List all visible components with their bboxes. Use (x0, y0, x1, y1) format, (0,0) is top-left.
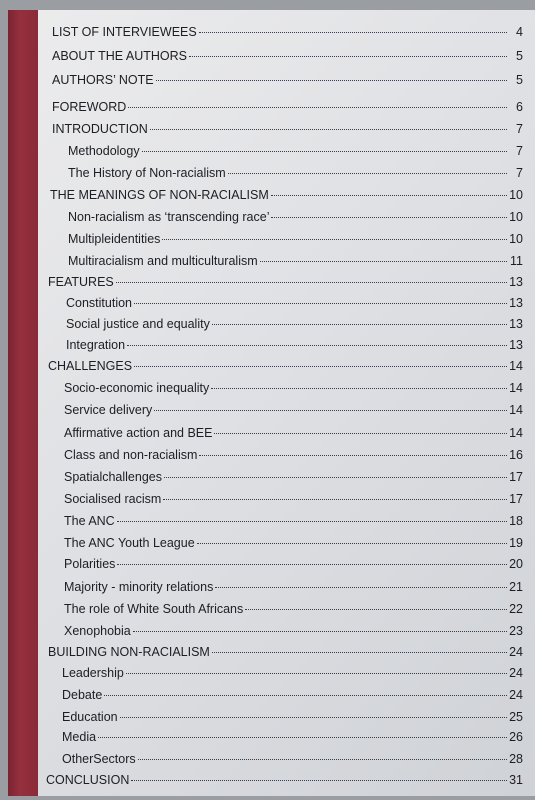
toc-entry-title: Polarities (64, 557, 116, 571)
dot-leader (189, 56, 507, 57)
dot-leader (120, 717, 507, 718)
toc-entry-page: 16 (509, 448, 523, 462)
toc-entry-title: BUILDING NON-RACIALISM (48, 645, 210, 659)
toc-entry-title: Service delivery (64, 403, 153, 417)
toc-entry (68, 209, 523, 225)
toc-entry-title: FEATURES (48, 275, 114, 289)
dot-leader (245, 609, 507, 610)
toc-entry-title: Xenophobia (64, 624, 131, 638)
toc-entry-page: 18 (509, 514, 523, 528)
toc-entry-title: OtherSectors (62, 752, 136, 766)
toc-entry (64, 601, 523, 617)
toc-entry-page: 10 (509, 188, 523, 202)
toc-entry-title: Non-racialism as ‘transcending race’ (68, 210, 270, 224)
dot-leader (163, 499, 507, 500)
dot-leader (126, 673, 507, 674)
toc-entry-title: The role of White South Africans (64, 602, 244, 616)
toc-entry-page: 28 (509, 752, 523, 766)
dot-leader (197, 543, 507, 544)
dot-leader (131, 780, 507, 781)
dot-leader (116, 282, 507, 283)
toc-entry (52, 72, 523, 88)
dot-leader (214, 433, 507, 434)
toc-entry (68, 165, 523, 181)
toc-entry (64, 535, 523, 551)
toc-entry (52, 48, 523, 64)
toc-entry-title: Constitution (66, 296, 133, 310)
dot-leader (128, 107, 507, 108)
toc-entry-title: FOREWORD (52, 100, 127, 114)
toc-entry (64, 447, 523, 463)
toc-entry (52, 121, 523, 137)
toc-entry-page: 14 (509, 381, 523, 395)
toc-entry (48, 644, 523, 660)
toc-entry-page: 17 (509, 470, 523, 484)
toc-entry-page: 21 (509, 580, 523, 594)
dot-leader (134, 366, 507, 367)
toc-entry (50, 187, 523, 203)
dot-leader (134, 303, 507, 304)
toc-entry-page: 24 (509, 666, 523, 680)
toc-entry-page: 14 (509, 426, 523, 440)
toc-entry-page: 14 (509, 359, 523, 373)
toc-entry-page: 20 (509, 557, 523, 571)
toc-entry (66, 295, 523, 311)
toc-entry-title: Affirmative action and BEE (64, 426, 213, 440)
toc-entry-title: Multipleidentities (68, 232, 161, 246)
toc-entry (62, 729, 523, 745)
toc-entry (62, 665, 523, 681)
toc-entry (64, 513, 523, 529)
toc-entry-title: Leadership (62, 666, 124, 680)
toc-entry-page: 31 (509, 773, 523, 787)
toc-entry-page: 10 (509, 232, 523, 246)
table-of-contents (38, 10, 535, 796)
toc-entry-page: 17 (509, 492, 523, 506)
toc-entry (64, 425, 523, 441)
dot-leader (150, 129, 507, 130)
toc-entry-title: THE MEANINGS OF NON-RACIALISM (50, 188, 269, 202)
toc-entry (64, 380, 523, 396)
toc-entry-title: The ANC Youth League (64, 536, 195, 550)
toc-entry-page: 25 (509, 710, 523, 724)
toc-entry-title: LIST OF INTERVIEWEES (52, 25, 197, 39)
toc-entry-title: ABOUT THE AUTHORS (52, 49, 187, 63)
toc-entry-page: 11 (510, 254, 523, 268)
toc-entry (64, 579, 523, 595)
toc-entry-page: 13 (509, 296, 523, 310)
toc-entry-title: Spatialchallenges (64, 470, 162, 484)
toc-entry (68, 231, 523, 247)
toc-entry (62, 709, 523, 725)
toc-entry (64, 623, 523, 639)
dot-leader (212, 652, 507, 653)
toc-entry-page: 6 (516, 100, 523, 114)
toc-entry (62, 751, 523, 767)
toc-entry (52, 24, 523, 40)
toc-entry-page: 23 (509, 624, 523, 638)
toc-entry (46, 772, 523, 788)
toc-entry-page: 13 (509, 317, 523, 331)
toc-entry (68, 143, 523, 159)
document-page (8, 10, 535, 796)
toc-entry-title: INTRODUCTION (52, 122, 148, 136)
toc-entry-title: Integration (66, 338, 126, 352)
toc-entry (64, 402, 523, 418)
toc-entry (68, 253, 523, 269)
toc-entry-title: The ANC (64, 514, 115, 528)
dot-leader (271, 217, 507, 218)
toc-entry-page: 4 (516, 25, 523, 39)
toc-entry-title: Class and non-racialism (64, 448, 198, 462)
dot-leader (127, 345, 507, 346)
dot-leader (260, 261, 507, 262)
toc-entry-title: Media (62, 730, 97, 744)
dot-leader (117, 521, 507, 522)
toc-entry-page: 24 (509, 645, 523, 659)
dot-leader (162, 239, 507, 240)
dot-leader (117, 564, 507, 565)
dot-leader (104, 695, 507, 696)
dot-leader (211, 388, 507, 389)
toc-entry (64, 491, 523, 507)
toc-entry-title: The History of Non-racialism (68, 166, 226, 180)
toc-entry-title: Majority - minority relations (64, 580, 214, 594)
toc-entry-title: CHALLENGES (48, 359, 133, 373)
toc-entry (66, 337, 523, 353)
toc-entry-page: 7 (516, 144, 523, 158)
dot-leader (228, 173, 507, 174)
toc-entry-page: 10 (509, 210, 523, 224)
toc-entry-title: CONCLUSION (46, 773, 130, 787)
toc-entry-title: Socialised racism (64, 492, 162, 506)
toc-entry-page: 26 (509, 730, 523, 744)
toc-entry-page: 7 (516, 166, 523, 180)
toc-entry-page: 13 (509, 275, 523, 289)
toc-entry (66, 316, 523, 332)
toc-entry (64, 556, 523, 572)
toc-entry (48, 358, 523, 374)
toc-entry-title: Socio-economic inequality (64, 381, 210, 395)
toc-entry-page: 19 (509, 536, 523, 550)
dot-leader (142, 151, 507, 152)
toc-entry (48, 274, 523, 290)
dot-leader (156, 80, 507, 81)
dot-leader (154, 410, 507, 411)
toc-entry-page: 5 (516, 49, 523, 63)
toc-entry-page: 13 (509, 338, 523, 352)
dot-leader (271, 195, 507, 196)
dot-leader (138, 759, 507, 760)
dot-leader (164, 477, 507, 478)
toc-entry-title: AUTHORS’ NOTE (52, 73, 154, 87)
toc-entry (62, 687, 523, 703)
dot-leader (215, 587, 507, 588)
toc-entry-title: Multiracialism and multiculturalism (68, 254, 258, 268)
dot-leader (199, 32, 507, 33)
maroon-spine-band (8, 10, 38, 796)
toc-entry-page: 7 (516, 122, 523, 136)
toc-entry-page: 22 (509, 602, 523, 616)
toc-entry-page: 14 (509, 403, 523, 417)
toc-entry-page: 5 (516, 73, 523, 87)
toc-entry (64, 469, 523, 485)
toc-entry-title: Education (62, 710, 118, 724)
dot-leader (98, 737, 507, 738)
toc-entry-title: Methodology (68, 144, 140, 158)
toc-entry-title: Social justice and equality (66, 317, 210, 331)
dot-leader (133, 631, 507, 632)
toc-entry-title: Debate (62, 688, 103, 702)
dot-leader (199, 455, 507, 456)
dot-leader (212, 324, 507, 325)
toc-entry (52, 99, 523, 115)
toc-entry-page: 24 (509, 688, 523, 702)
